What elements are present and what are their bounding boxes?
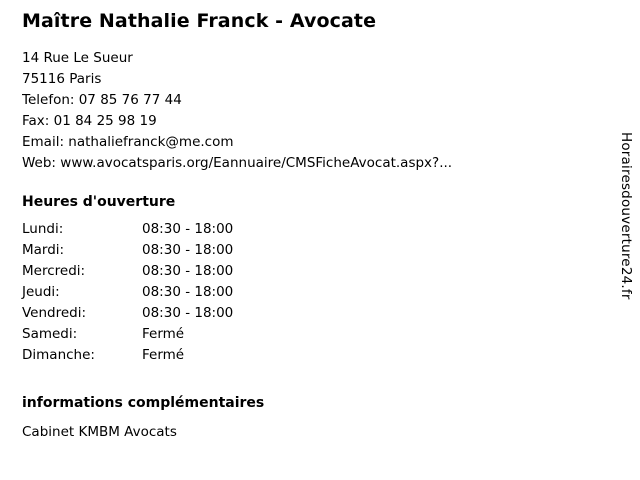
hours-day-label: Vendredi: <box>22 305 87 321</box>
table-row <box>22 243 233 264</box>
table-row <box>22 285 233 306</box>
address-line-fax: Fax: 01 84 25 98 19 <box>22 113 157 129</box>
table-row <box>22 306 233 327</box>
hours-day-label: Mercredi: <box>22 263 86 279</box>
table-row <box>22 327 233 348</box>
watermark-label: Horairesdouverture24.fr <box>618 132 634 300</box>
opening-hours-table <box>22 222 233 369</box>
address-line-email: Email: nathaliefranck@me.com <box>22 134 234 150</box>
hours-day-value: 08:30 - 18:00 <box>142 242 234 258</box>
hours-day-value: 08:30 - 18:00 <box>142 263 234 279</box>
card-content <box>22 10 582 441</box>
additional-info-text: Cabinet KMBM Avocats <box>22 424 177 440</box>
hours-day-value: Fermé <box>142 347 185 363</box>
table-row <box>22 348 233 369</box>
hours-day-value: 08:30 - 18:00 <box>142 284 234 300</box>
additional-info-heading: informations complémentaires <box>22 395 265 411</box>
hours-day-label: Lundi: <box>22 221 64 237</box>
hours-day-value: 08:30 - 18:00 <box>142 221 234 237</box>
opening-hours-heading: Heures d'ouverture <box>22 194 176 210</box>
hours-day-label: Dimanche: <box>22 347 95 363</box>
hours-day-label: Samedi: <box>22 326 78 342</box>
hours-day-label: Jeudi: <box>22 284 60 300</box>
address-line-city: 75116 Paris <box>22 71 102 87</box>
table-row <box>22 222 233 243</box>
page-title: Maître Nathalie Franck - Avocate <box>22 10 377 32</box>
address-line-street: 14 Rue Le Sueur <box>22 50 133 66</box>
address-line-web: Web: www.avocatsparis.org/Eannuaire/CMSFicheAvocat.aspx?... <box>22 155 453 171</box>
address-block <box>22 48 582 174</box>
hours-day-value: Fermé <box>142 326 185 342</box>
table-row <box>22 264 233 285</box>
address-line-phone: Telefon: 07 85 76 77 44 <box>22 92 182 108</box>
hours-day-label: Mardi: <box>22 242 65 258</box>
hours-day-value: 08:30 - 18:00 <box>142 305 234 321</box>
